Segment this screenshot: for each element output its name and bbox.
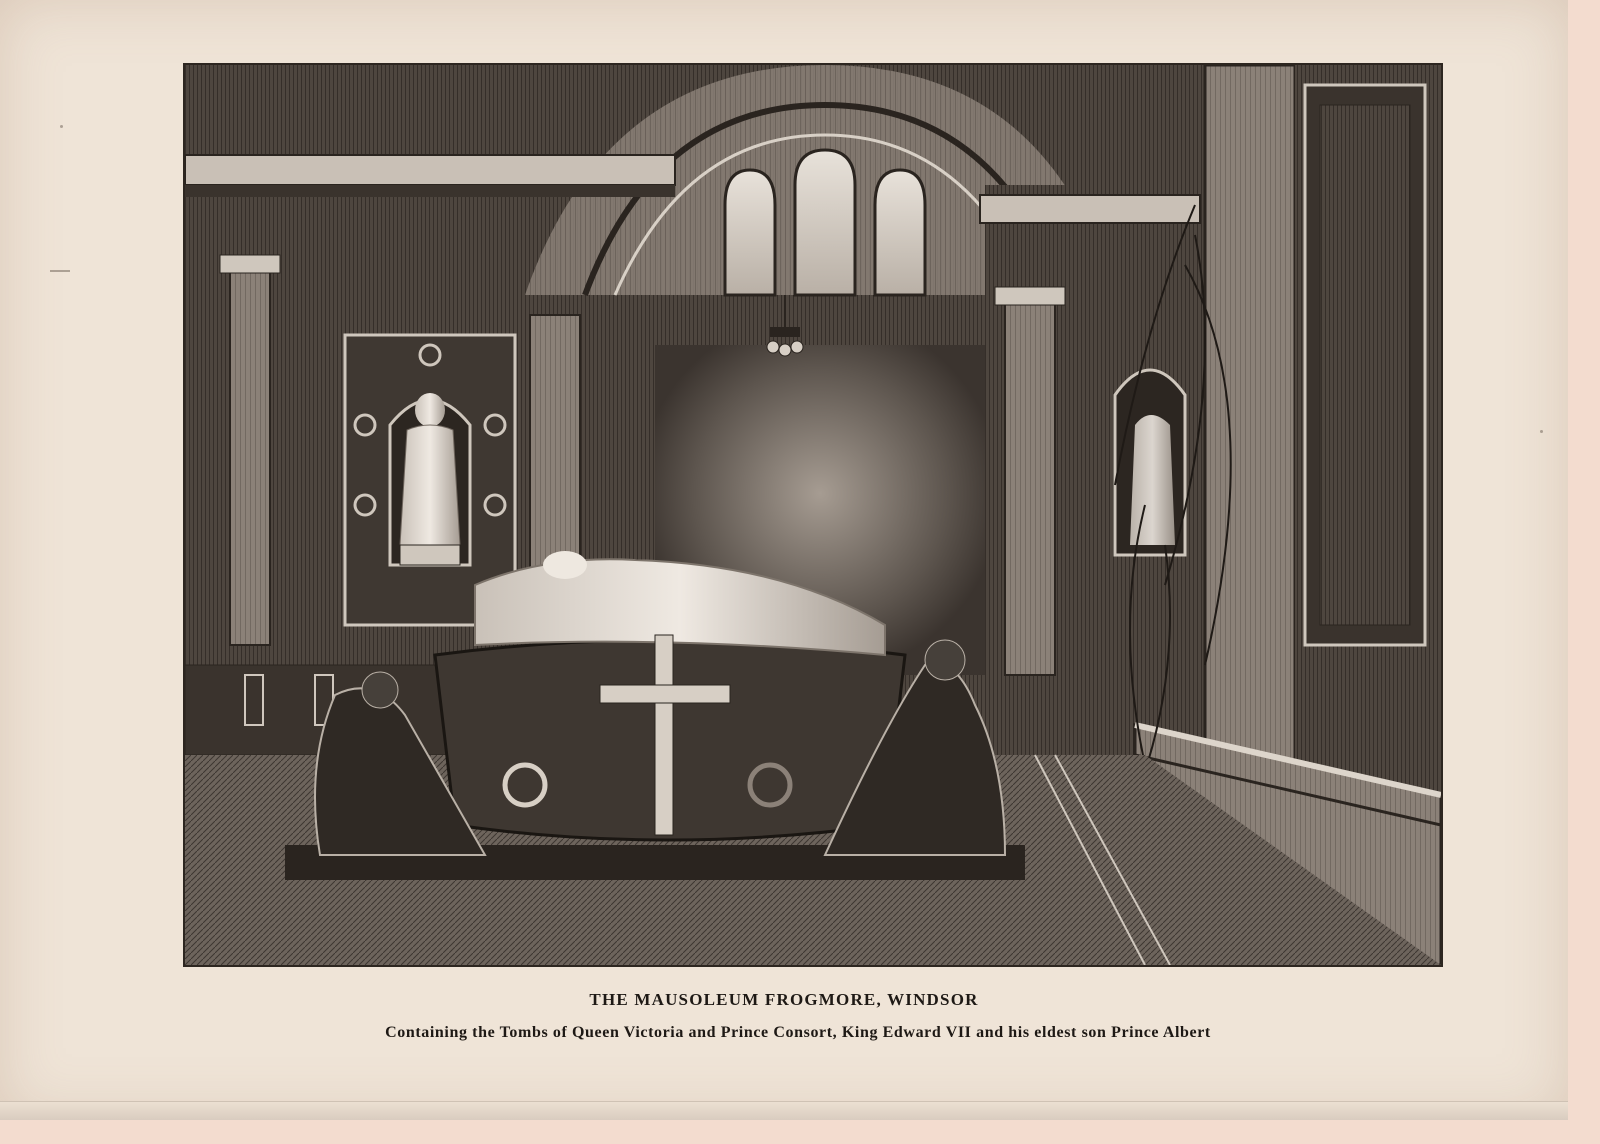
paper-speck: [1540, 430, 1543, 433]
paper-mark: [50, 270, 70, 272]
paper-speck: [60, 125, 63, 128]
mausoleum-interior-illustration: [185, 65, 1441, 965]
arched-windows: [725, 150, 925, 295]
engraving-plate: [183, 63, 1443, 967]
caption-subtitle: Containing the Tombs of Queen Victoria and Prince Consort, King Edward VII and his eldest son Prince Albert: [385, 1024, 1211, 1041]
caption-title: THE MAUSOLEUM FROGMORE, WINDSOR: [589, 990, 979, 1009]
